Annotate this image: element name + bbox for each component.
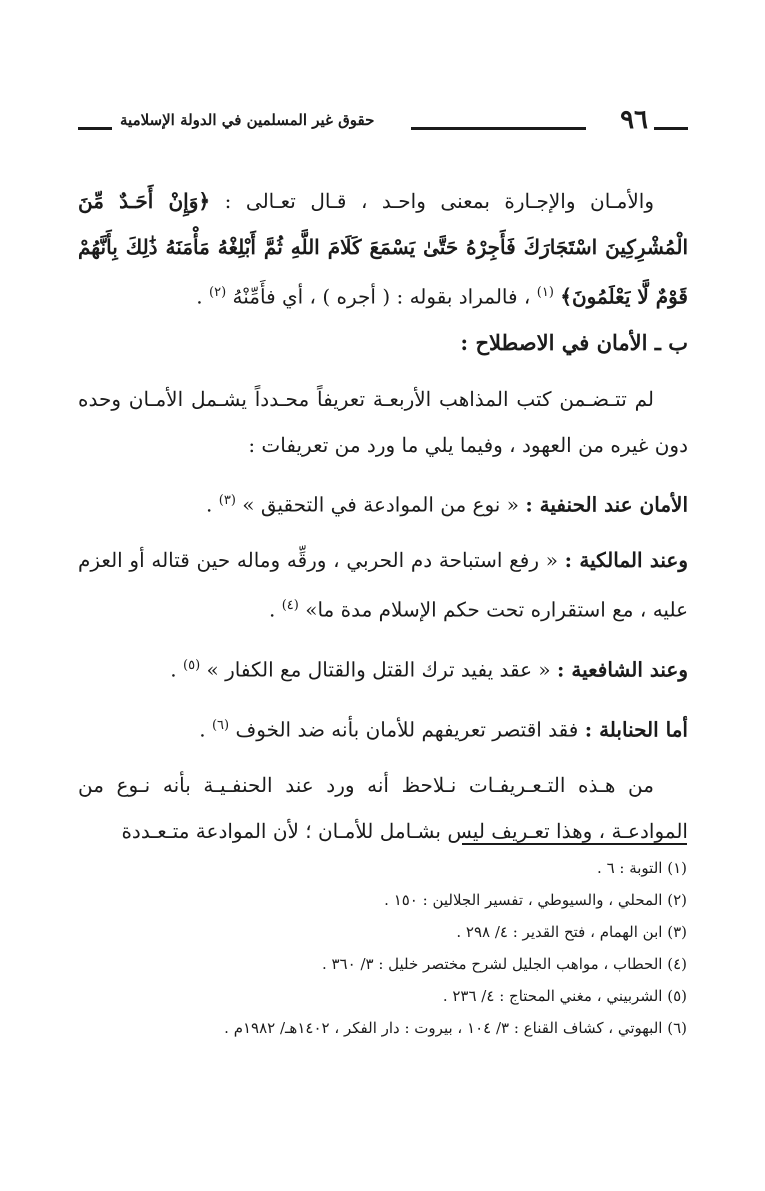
footnote-ref: (٥) xyxy=(183,657,201,673)
section-heading: ب ـ الأمان في الاصطلاح : xyxy=(460,329,688,355)
definition-text: « نوع من الموادعة في التحقيق » xyxy=(235,492,526,517)
definition-label: الأمان عند الحنفية : xyxy=(525,492,688,517)
header-rule xyxy=(411,127,586,130)
definition-label: وعند الشافعية : xyxy=(557,657,688,682)
footnote-ref: (٣) xyxy=(218,492,236,508)
definition-text: . xyxy=(199,717,212,742)
definition-label: أما الحنابلة : xyxy=(584,717,688,742)
definition-text: . xyxy=(269,597,282,622)
definition-text: « رفع استباحة دم الحربي ، ورقِّه وماله حين قتاله أو العزم عليه ، مع استقراره تحت حكم الإسلام مدة ما» xyxy=(78,548,688,622)
definition-shafii xyxy=(78,643,688,693)
header-rule xyxy=(654,127,688,130)
definition-text: فقد اقتصر تعريفهم للأمان بأنه ضد الخوف xyxy=(229,717,585,742)
footnotes xyxy=(47,852,687,1044)
footnote: (٥) الشربيني ، مغني المحتاج : ٤/ ٢٣٦ . xyxy=(442,987,687,1005)
paragraph-text: ، فالمراد بقوله : ( أجره ) ، أي فأَمِّنْهُ xyxy=(226,284,537,309)
definition-text: . xyxy=(206,492,219,517)
footnote-ref: (١) xyxy=(536,285,554,300)
definition-maliki xyxy=(78,537,688,633)
paragraph-intro: لم تتـضـمن كتب المذاهب الأربعـة تعريفاً محـدداً يشـمل الأمـان وحده دون غيره من العهود ، وفيما يلي ما ورد من تعريفات : xyxy=(78,386,688,457)
footnote: (٢) المحلي ، والسيوطي ، تفسير الجلالين : ١٥٠ . xyxy=(384,891,687,909)
footnote: (٣) ابن الهمام ، فتح القدير : ٤/ ٢٩٨ . xyxy=(456,923,687,941)
definition-hanbali xyxy=(78,703,688,753)
footnote-ref: (٦) xyxy=(211,717,230,733)
definition-label: وعند المالكية : xyxy=(564,548,688,573)
paragraph-text: . xyxy=(196,284,209,309)
paragraph-amaan-meaning xyxy=(78,178,688,320)
paragraph-text: والأمـان والإجـارة بمعنى واحـد ، قـال تعـالى : xyxy=(210,189,654,213)
definition-text: . xyxy=(170,657,183,682)
header-rule xyxy=(78,127,112,130)
main-text xyxy=(78,178,688,854)
footnote-separator xyxy=(462,843,687,845)
footnote: (٦) البهوتي ، كشاف القناع : ٣/ ١٠٤ ، بيروت : دار الفكر ، ١٤٠٢هـ/ ١٩٨٢م . xyxy=(224,1019,687,1037)
footnote-ref: (٢) xyxy=(209,285,227,300)
page-number: ٩٦ xyxy=(620,105,648,135)
running-title: حقوق غير المسلمين في الدولة الإسلامية xyxy=(120,111,375,129)
definition-hanafi xyxy=(78,478,688,528)
definition-text: « عقد يفيد ترك القتل والقتال مع الكفار » xyxy=(200,657,557,682)
quran-verse: ﴿وَإِنْ أَحَـدٌ مِّنَ الْمُشْرِكِينَ اسْتَجَارَكَ فَأَجِرْهُ حَتَّىٰ يَسْمَعَ كَلَامَ اللَّهِ ثُمَّ أَبْلِغْهُ مَأْمَنَهُ ذَٰلِكَ بِأَنَّهُمْ قَوْمٌ لَّا يَعْلَمُونَ﴾ xyxy=(78,189,688,309)
footnote-ref: (٤) xyxy=(281,598,299,614)
footnote: (١) التوبة : ٦ . xyxy=(597,859,687,877)
page-header xyxy=(78,95,688,145)
footnote: (٤) الحطاب ، مواهب الجليل لشرح مختصر خليل : ٣/ ٣٦٠ . xyxy=(321,955,687,973)
paragraph-conclusion: من هـذه التـعـريفـات نـلاحظ أنه ورد عند الحنفـيـة بأنه نـوع من الموادعـة ، وهذا تعـريف ليس بشـامل للأمـان ؛ لأن الموادعة متـعـددة xyxy=(78,773,688,844)
